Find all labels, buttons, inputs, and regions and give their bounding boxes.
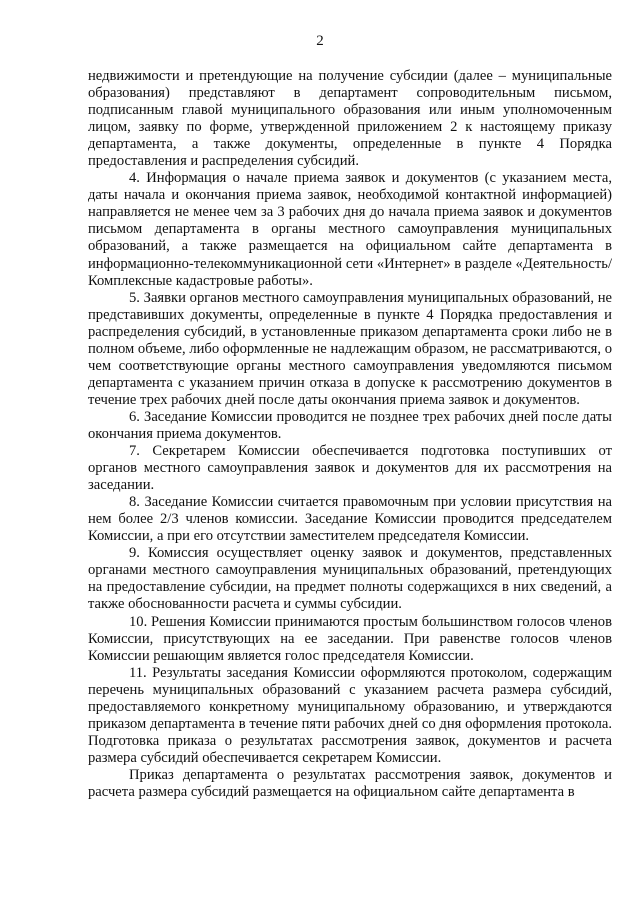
document-body	[88, 68, 612, 801]
paragraph-item-4: 4. Информация о начале приема заявок и документов (с указанием места, даты начала и окончания приема заявок, необходимой контактной информацией) направляется не менее чем за 3 рабочих дня до начала приема заявок и документов письмом департамента в органы местного самоуправления муниципальных образований, а также размещается на официальном сайте департамента в информационно-телекоммуникационной сети «Интернет» в разделе «Деятельность/Комплексные кадастровые работы».	[88, 170, 612, 289]
paragraph-continuation: недвижимости и претендующие на получение субсидии (далее – муниципальные образования) представляют в департамент сопроводительным письмом, подписанным главой муниципального образования или иным уполномоченным лицом, заявку по форме, утвержденной приложением 2 к настоящему приказу департамента, а также документы, определенные в пункте 4 Порядка предоставления и распределения субсидий.	[88, 68, 612, 170]
page-number: 2	[316, 33, 324, 49]
paragraph-item-7: 7. Секретарем Комиссии обеспечивается подготовка поступивших от органов местного самоуправления заявок и документов для их рассмотрения на заседании.	[88, 443, 612, 494]
paragraph-item-10: 10. Решения Комиссии принимаются простым большинством голосов членов Комиссии, присутствующих на ее заседании. При равенстве голосов членов Комиссии решающим является голос председателя Комиссии.	[88, 613, 612, 664]
paragraph-item-5: 5. Заявки органов местного самоуправления муниципальных образований, не представивших документы, определенные в пункте 4 Порядка предоставления и распределения субсидий, в установленные приказом департамента сроки либо не в полном объеме, либо оформленные не надлежащим образом, не рассматриваются, о чем соответствующие органы местного самоуправления уведомляются письмом департамента с указанием причин отказа в допуске к рассмотрению документов в течение трех рабочих дней после даты окончания приема заявок и документов.	[88, 289, 612, 408]
paragraph-item-9: 9. Комиссия осуществляет оценку заявок и документов, представленных органами местного самоуправления муниципальных образований, претендующих на предоставление субсидии, на предмет полноты содержащихся в них сведений, а также обоснованности расчета и суммы субсидии.	[88, 545, 612, 613]
paragraph-item-6: 6. Заседание Комиссии проводится не позднее трех рабочих дней после даты окончания приема документов.	[88, 408, 612, 442]
paragraph-item-8: 8. Заседание Комиссии считается правомочным при условии присутствия на нем более 2/3 членов комиссии. Заседание Комиссии проводится председателем Комиссии, а при его отсутствии заместителем председателя Комиссии.	[88, 494, 612, 545]
paragraph-order-publication: Приказ департамента о результатах рассмотрения заявок, документов и расчета размера субсидий размещается на официальном сайте департамента в	[88, 766, 612, 800]
paragraph-item-11: 11. Результаты заседания Комиссии оформляются протоколом, содержащим перечень муниципальных образований с указанием расчета размера субсидий, предоставляемого конкретному муниципальному образованию, и утверждаются приказом департамента в течение пяти рабочих дней со дня оформления протокола. Подготовка приказа о результатах рассмотрения заявок, документов и расчета размера субсидий обеспечивается секретарем Комиссии.	[88, 664, 612, 766]
